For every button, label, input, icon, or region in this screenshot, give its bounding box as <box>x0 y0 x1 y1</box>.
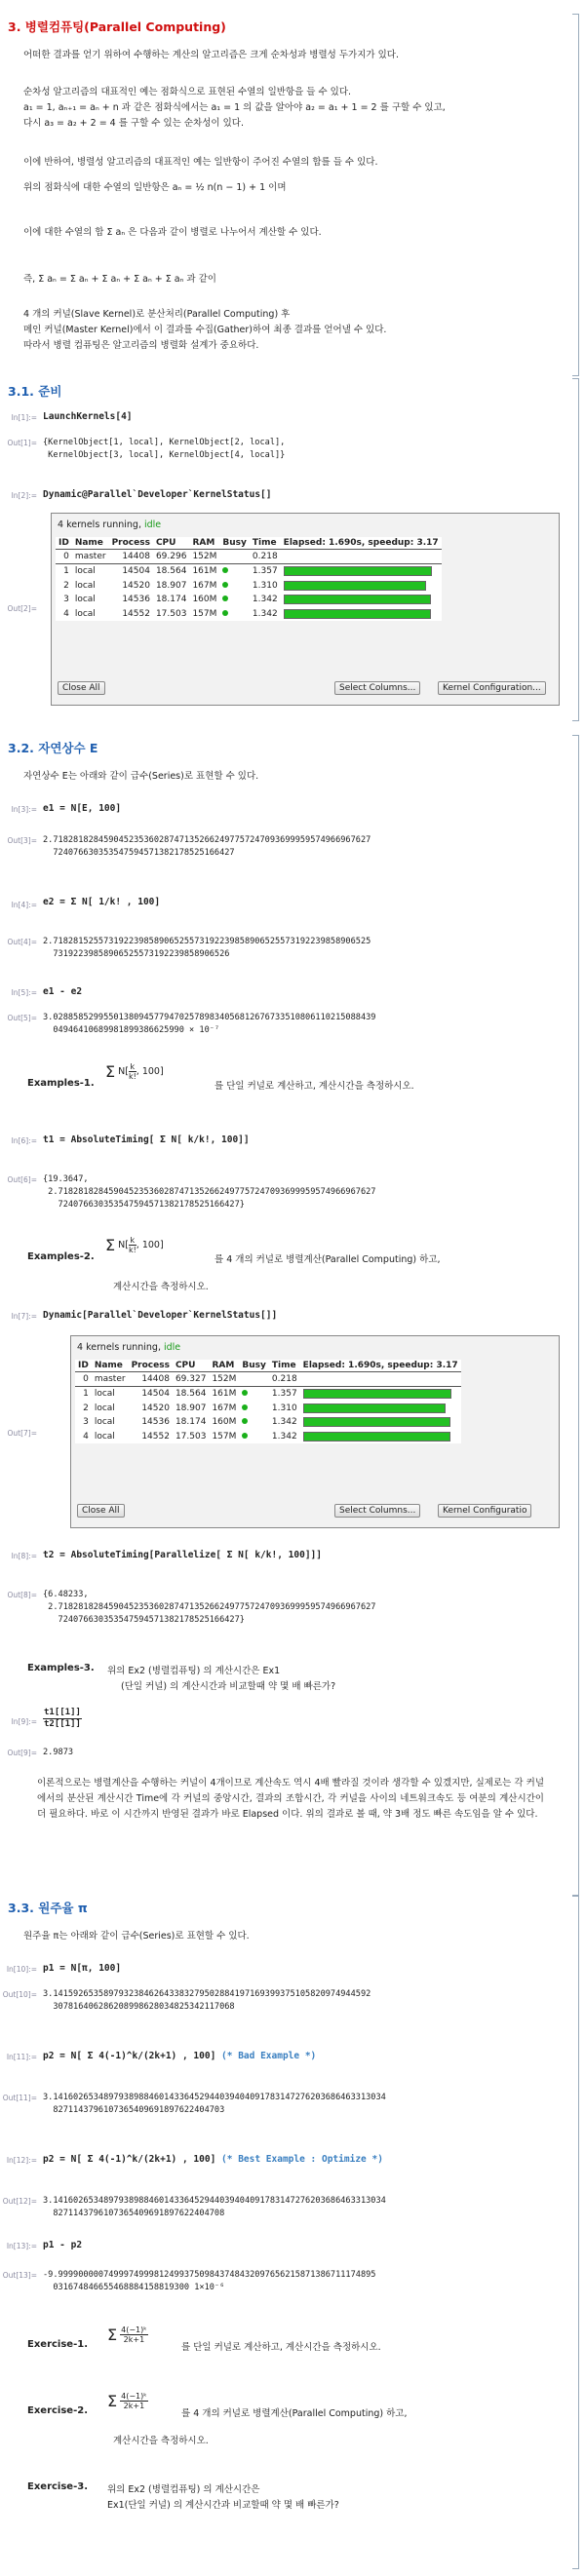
output-cell: {KernelObject[1, local], KernelObject[2, local], KernelObject[3, local], KernelObject[4, local]} <box>43 438 286 460</box>
example-2-text2: 계산시간을 측정하시오. <box>113 1282 209 1292</box>
output-cell: 2.718281525573192239858906525573192239858906525573192239858906525 73192239858906525573192239858906526 <box>43 937 371 959</box>
kernel-cell: 18.564 <box>175 1389 207 1400</box>
kernel-row <box>56 550 442 564</box>
kernel-time: 1.342 <box>252 608 278 619</box>
kernel-cell: 14408 <box>141 1374 170 1384</box>
close-all-button[interactable]: Close All <box>77 1504 125 1518</box>
kernel-row <box>56 564 442 579</box>
kernel-row <box>75 1430 461 1444</box>
section-title-setup: 3.1. 준비 <box>8 384 62 399</box>
progress-bar <box>303 1417 450 1427</box>
input-cell[interactable]: p1 - p2 <box>43 2240 83 2250</box>
exercise-2-text: 를 4 개의 커널로 병렬계산(Parallel Computing) 하고, <box>181 2408 408 2419</box>
out-label: Out[13]= <box>2 2271 37 2280</box>
sum-formula: Σ N[ $\frac{k}{k!}$, 100] <box>105 1062 164 1081</box>
sequential-text-2: a₁ = 1, aₙ₊₁ = aₙ + n 과 같은 점화식에서는 a₁ = 1 의 값을 알아야 a₂ = a₁ + 1 = 2 를 구할 수 있고, <box>23 102 446 113</box>
busy-indicator <box>219 593 250 607</box>
kernel-row <box>56 579 442 594</box>
parallel-text-2: 위의 점화식에 대한 수열의 일반항은 aₙ = ½ n(n − 1) + 1 이며 <box>23 182 287 193</box>
kernel-cell: local <box>94 1431 115 1442</box>
column-header: Busy <box>219 537 250 550</box>
progress-bar <box>284 595 431 604</box>
kernel-time: 1.357 <box>271 1389 297 1400</box>
kernel-cell: 14536 <box>122 595 150 605</box>
kernel-status-table <box>56 537 442 621</box>
progress-bar <box>303 1403 446 1413</box>
out-label: Out[6]= <box>7 1175 37 1184</box>
kernel-cell: local <box>94 1403 115 1413</box>
in-label: In[7]:= <box>11 1312 37 1321</box>
e-intro-text: 자연상수 E는 아래와 같이 급수(Series)로 표현할 수 있다. <box>23 771 259 782</box>
kernel-cell: 17.503 <box>155 608 187 619</box>
column-header: Process <box>109 537 153 550</box>
exercise-2-text2: 계산시간을 측정하시오. <box>113 2436 209 2446</box>
kernel-cell: 161M <box>192 566 217 577</box>
kernel-cell: 14536 <box>141 1417 170 1428</box>
kernel-status-panel <box>70 1335 560 1528</box>
exercise-3-text2: Ex1(단일 커널) 의 계산시간과 비교할때 약 몇 배 빠른가? <box>107 2500 339 2511</box>
kernel-time: 1.342 <box>271 1431 297 1442</box>
busy-indicator <box>219 564 250 579</box>
progress-bar <box>284 609 431 619</box>
out-label: Out[8]= <box>7 1591 37 1599</box>
kernel-cell: 167M <box>212 1403 237 1413</box>
busy-indicator <box>239 1430 269 1444</box>
kernel-cell: 14504 <box>122 566 150 577</box>
input-cell[interactable]: e2 = Σ N[ 1/k! , 100] <box>43 897 161 907</box>
kernel-cell: 4 <box>83 1431 89 1442</box>
kernel-row <box>75 1387 461 1402</box>
input-cell[interactable]: p2 = N[ Σ 4(-1)^k/(2k+1) , 100] (* Bad Example *) <box>43 2051 317 2061</box>
kernel-cell: local <box>74 580 96 591</box>
kernel-cell: 14552 <box>141 1431 170 1442</box>
progress-bar <box>284 581 426 591</box>
example-1-text: 를 단일 커널로 계산하고, 계산시간을 측정하시오. <box>214 1081 414 1092</box>
output-cell: -9.999900000749997499981249937509843748432097656215871386711174895 031674846655468884158819300 1×10⁻⁶ <box>43 2270 376 2292</box>
kernel-configuration-button[interactable]: Kernel Configuratio <box>438 1504 531 1518</box>
sum-formula: Σ $\frac{\text{4(−1)ᵏ}}{2k+1}$ <box>107 2326 147 2344</box>
out-label: Out[3]= <box>7 836 37 845</box>
section-title-pi: 3.3. 원주율 π <box>8 1901 88 1915</box>
exercise-2-title: Exercise-2. <box>27 2405 88 2416</box>
busy-indicator <box>239 1372 269 1387</box>
kernel-status-table <box>75 1360 461 1443</box>
example-2-text: 를 4 개의 커널로 병렬계산(Parallel Computing) 하고, <box>214 1254 441 1265</box>
kernel-status-panel <box>51 513 560 706</box>
output-cell: {19.3647, 2.718281828459045235360287471352662497757247093699959574966967627 724076630353547594571382178525166427} <box>43 1174 376 1210</box>
column-header: Time <box>269 1360 300 1372</box>
output-cell: 3.141602653489793898846014336452944039404091783147276203686463313034 8271143796107365409691897622404708 <box>43 2196 386 2218</box>
example-1-title: Examples-1. <box>27 1078 95 1089</box>
kernel-cell: 160M <box>192 595 217 605</box>
kernel-cell: 18.174 <box>155 595 187 605</box>
kernel-status-text: 4 kernels running, idle <box>58 519 162 530</box>
column-header: RAM <box>209 1360 239 1372</box>
kernel-configuration-button[interactable]: Kernel Configuration... <box>438 681 546 695</box>
kernel-cell: 17.503 <box>175 1431 207 1442</box>
column-header: Name <box>72 537 109 550</box>
input-cell[interactable]: e1 = N[E, 100] <box>43 803 122 814</box>
parallel-text-4: 즉, Σ aₙ = Σ aₙ + Σ aₙ + Σ aₙ + Σ aₙ 과 같이 <box>23 274 216 285</box>
pi-intro-text: 원주율 π는 아래와 같이 급수(Series)로 표현할 수 있다. <box>23 1931 250 1942</box>
input-cell[interactable]: e1 - e2 <box>43 986 83 997</box>
out-label: Out[9]= <box>7 1749 37 1757</box>
close-all-button[interactable]: Close All <box>58 681 105 695</box>
in-label: In[12]:= <box>6 2156 37 2165</box>
kernel-cell: master <box>94 1374 126 1384</box>
out-label: Out[2]= <box>7 604 37 613</box>
output-cell: 3.0288585299550138094577947025789834056812676733510806110215088439 04946410689981899386625990 × 10⁻⁷ <box>43 1013 376 1035</box>
kernel-cell: 18.907 <box>175 1403 207 1413</box>
cell-bracket[interactable] <box>572 735 579 1897</box>
section-title-e: 3.2. 자연상수 E <box>8 741 98 755</box>
out-label: Out[12]= <box>2 2197 37 2206</box>
out-label: Out[1]= <box>7 439 37 447</box>
output-cell: 2.9873 <box>43 1748 74 1757</box>
kernel-cell: 18.564 <box>155 566 187 577</box>
column-header: Busy <box>239 1360 269 1372</box>
column-header: CPU <box>173 1360 210 1372</box>
kernel-cell: 18.907 <box>155 580 187 591</box>
kernel-cell: 14504 <box>141 1389 170 1400</box>
kernel-cell: 69.327 <box>175 1374 207 1384</box>
out-label: Out[10]= <box>2 1990 37 1999</box>
column-header: Elapsed: 1.690s, speedup: 3.17 <box>300 1360 461 1372</box>
exercise-1-text: 를 단일 커널로 계산하고, 계산시간을 측정하시오. <box>181 2342 381 2353</box>
section-title-parallel: 3. 병렬컴퓨팅(Parallel Computing) <box>8 19 226 34</box>
in-label: In[3]:= <box>11 805 37 814</box>
kernel-time: 0.218 <box>271 1374 297 1384</box>
progress-bar <box>303 1389 451 1399</box>
column-header: ID <box>56 537 72 550</box>
column-header: Elapsed: 1.690s, speedup: 3.17 <box>281 537 442 550</box>
kernel-cell: 4 <box>63 608 69 619</box>
kernel-cell: 152M <box>192 552 217 561</box>
kernel-cell: local <box>74 608 96 619</box>
kernel-cell: local <box>94 1417 115 1428</box>
kernel-cell: 14520 <box>122 580 150 591</box>
busy-indicator <box>219 607 250 622</box>
parallel-text-6: 메인 커널(Master Kernel)에서 이 결과를 수집(Gather)하여 최종 결과를 얻어낼 수 있다. <box>23 325 387 335</box>
kernel-cell: 69.296 <box>155 552 187 561</box>
kernel-cell: 160M <box>212 1417 237 1428</box>
in-label: In[1]:= <box>11 413 37 422</box>
output-cell: 3.141602653489793898846014336452944039404091783147276203686463313034 8271143796107365409691897622404703 <box>43 2093 386 2115</box>
output-cell: {6.48233, 2.718281828459045235360287471352662497757247093699959574966967627 724076630353547594571382178525166427} <box>43 1590 376 1625</box>
sum-formula: Σ $\frac{\text{4(−1)ᵏ}}{2k+1}$ <box>107 2392 147 2410</box>
progress-bar <box>284 566 432 576</box>
input-cell[interactable]: t1 = AbsoluteTiming[ Σ N[ k/k!, 100]] <box>43 1134 250 1145</box>
column-header: RAM <box>189 537 219 550</box>
exercise-3-title: Exercise-3. <box>27 2481 88 2492</box>
kernel-time: 1.310 <box>271 1403 297 1413</box>
kernel-cell: 18.174 <box>175 1417 207 1428</box>
in-label: In[9]:= <box>11 1717 37 1726</box>
kernel-cell: local <box>74 566 96 577</box>
kernel-time: 1.357 <box>252 566 278 577</box>
out-label: Out[4]= <box>7 938 37 946</box>
kernel-time: 1.310 <box>252 580 278 591</box>
exercise-3-text: 위의 Ex2 (병렬컴퓨팅) 의 계산시간은 <box>107 2484 260 2495</box>
kernel-time: 1.342 <box>252 595 278 605</box>
kernel-time: 1.342 <box>271 1417 297 1428</box>
kernel-cell: 2 <box>63 580 69 591</box>
input-cell[interactable]: $\frac{t1[[1]]}{t2[[1]]}$ <box>44 1708 81 1729</box>
column-header: Process <box>129 1360 173 1372</box>
example-3-title: Examples-3. <box>27 1663 95 1673</box>
kernel-cell: 14552 <box>122 608 150 619</box>
input-cell[interactable]: Dynamic@Parallel`Developer`KernelStatus[] <box>43 489 272 500</box>
exercise-1-title: Exercise-1. <box>27 2339 88 2350</box>
parallel-text-7: 따라서 병렬 컴퓨팅은 알고리즘의 병렬화 설계가 중요하다. <box>23 340 259 351</box>
kernel-cell: 1 <box>63 566 69 577</box>
kernel-cell: 167M <box>192 580 217 591</box>
example-3-text: 위의 Ex2 (병렬컴퓨팅) 의 계산시간은 Ex1 <box>107 1666 281 1676</box>
busy-indicator <box>219 550 250 564</box>
kernel-cell: 161M <box>212 1389 237 1400</box>
kernel-cell: 0 <box>83 1374 89 1384</box>
busy-indicator <box>239 1387 269 1402</box>
input-cell[interactable]: Dynamic[Parallel`Developer`KernelStatus[]] <box>43 1310 278 1321</box>
out-label: Out[11]= <box>2 2094 37 2102</box>
column-header: CPU <box>153 537 190 550</box>
select-columns-button[interactable]: Select Columns... <box>334 1504 420 1518</box>
out-label: Out[7]= <box>7 1429 37 1438</box>
remark-text: 이론적으로는 병렬계산을 수행하는 커널이 4개이므로 계산속도 역시 4배 빨라질 것이라 생각할 수 있겠지만, 실제로는 각 커널 에서의 분산된 계산시간 Time에 각 커널의 중앙시간, 결과의 조합시간, 각 커널을 사이의 네트워크속도 등 여분의 계산시간이 더 필요하다. 바로 이 시간까지 반영된 결과가 바로 Elapsed 이다. 위의 결과로 볼 때, 약 3배 정도 빠른 속도임을 알 수 있다. <box>37 1778 544 1820</box>
example-3-text2: (단일 커널) 의 계산시간과 비교할때 약 몇 배 빠른가? <box>121 1681 336 1692</box>
kernel-cell: 14408 <box>122 552 150 561</box>
progress-bar <box>303 1432 450 1442</box>
column-header: Name <box>92 1360 129 1372</box>
kernel-row <box>75 1415 461 1430</box>
in-label: In[6]:= <box>11 1136 37 1145</box>
parallel-text-5: 4 개의 커널(Slave Kernel)로 분산처리(Parallel Computing) 후 <box>23 309 291 320</box>
kernel-cell: master <box>74 552 106 561</box>
busy-indicator <box>219 579 250 594</box>
sum-formula: Σ N[ $\frac{k}{k!}$, 100] <box>105 1236 164 1254</box>
kernel-cell: 157M <box>212 1431 237 1442</box>
column-header: Time <box>250 537 281 550</box>
output-cell: 3.141592653589793238462643383279502884197169399375105820974944592 307816406286208998628034825342117068 <box>43 1989 371 2012</box>
kernel-cell: 0 <box>63 552 69 561</box>
in-label: In[4]:= <box>11 901 37 909</box>
parallel-text-1: 이에 반하여, 병렬성 알고리즘의 대표적인 예는 일반항이 주어진 수열의 합를 들 수 있다. <box>23 157 378 168</box>
intro-text: 어떠한 결과를 얻기 위하여 수행하는 계산의 알고리즘은 크게 순차성과 병렬성 두가지가 있다. <box>23 50 399 60</box>
kernel-row <box>75 1372 461 1387</box>
kernel-cell: 3 <box>83 1417 89 1428</box>
in-label: In[2]:= <box>11 491 37 500</box>
parallel-text-3: 이에 대한 수열의 합 Σ aₙ 은 다음과 같이 병렬로 나누어서 계산할 수 있다. <box>23 227 322 238</box>
select-columns-button[interactable]: Select Columns... <box>334 681 420 695</box>
kernel-row <box>56 607 442 622</box>
input-cell[interactable]: t2 = AbsoluteTiming[Parallelize[ Σ N[ k/k!, 100]]] <box>43 1550 322 1560</box>
kernel-row <box>75 1402 461 1416</box>
kernel-status-text: 4 kernels running, idle <box>77 1342 181 1353</box>
cell-bracket[interactable] <box>572 14 579 376</box>
sequential-text-3: 다시 a₃ = a₂ + 2 = 4 를 구할 수 있는 순차성이 있다. <box>23 118 244 129</box>
kernel-time: 0.218 <box>252 552 278 561</box>
example-2-title: Examples-2. <box>27 1251 95 1262</box>
kernel-row <box>56 593 442 607</box>
output-cell: 2.718281828459045235360287471352662497757247093699959574966967627 724076630353547594571382178525166427 <box>43 835 371 858</box>
busy-indicator <box>239 1415 269 1430</box>
kernel-cell: 152M <box>212 1374 237 1384</box>
input-cell[interactable]: LaunchKernels[4] <box>43 411 133 422</box>
sequential-text-1: 순차성 알고리즘의 대표적인 예는 점화식으로 표현된 수열의 일반항을 들 수 있다. <box>23 87 352 97</box>
kernel-cell: 2 <box>83 1403 89 1413</box>
in-label: In[8]:= <box>11 1552 37 1560</box>
cell-bracket[interactable] <box>572 378 579 721</box>
column-header: ID <box>75 1360 92 1372</box>
cell-bracket[interactable] <box>572 1895 579 2569</box>
kernel-cell: local <box>94 1389 115 1400</box>
in-label: In[5]:= <box>11 988 37 997</box>
kernel-cell: 3 <box>63 595 69 605</box>
kernel-cell: local <box>74 595 96 605</box>
in-label: In[11]:= <box>6 2053 37 2061</box>
kernel-cell: 1 <box>83 1389 89 1400</box>
kernel-cell: 157M <box>192 608 217 619</box>
in-label: In[10]:= <box>6 1965 37 1974</box>
out-label: Out[5]= <box>7 1014 37 1022</box>
input-cell[interactable]: p2 = N[ Σ 4(-1)^k/(2k+1) , 100] (* Best Example : Optimize *) <box>43 2154 383 2165</box>
input-cell[interactable]: p1 = N[π, 100] <box>43 1963 122 1974</box>
busy-indicator <box>239 1402 269 1416</box>
kernel-cell: 14520 <box>141 1403 170 1413</box>
in-label: In[13]:= <box>6 2242 37 2250</box>
